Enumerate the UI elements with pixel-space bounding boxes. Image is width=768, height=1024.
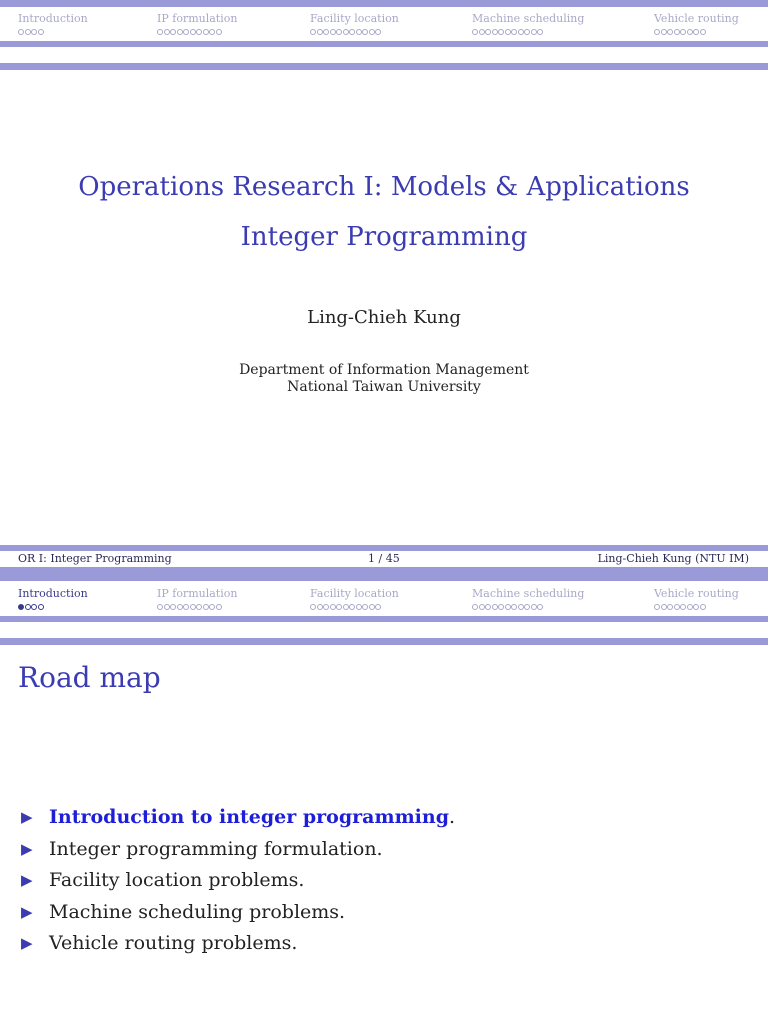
bullet-triangle-icon: ▶ bbox=[21, 934, 33, 952]
nav-dots[interactable] bbox=[472, 602, 584, 612]
nav-frame-dot-icon[interactable] bbox=[203, 604, 209, 610]
list-item bbox=[20, 802, 455, 834]
nav-frame-dot-icon[interactable] bbox=[369, 29, 375, 35]
nav-frame-dot-icon[interactable] bbox=[667, 604, 673, 610]
nav-bottom-bar bbox=[0, 616, 768, 622]
item-suffix: . bbox=[448, 806, 456, 828]
nav-section-introduction[interactable] bbox=[18, 12, 88, 37]
nav-section-ip-formulation[interactable] bbox=[157, 587, 237, 612]
roadmap-slide bbox=[0, 575, 768, 1024]
nav-frame-dot-icon[interactable] bbox=[356, 29, 362, 35]
nav-frame-dot-icon[interactable] bbox=[375, 29, 381, 35]
list-item bbox=[20, 865, 455, 897]
nav-frame-dot-icon[interactable] bbox=[38, 604, 44, 610]
nav-dots[interactable] bbox=[654, 602, 739, 612]
roadmap-list bbox=[20, 802, 455, 960]
footer-short-title: OR I: Integer Programming bbox=[18, 552, 172, 565]
nav-frame-dot-icon[interactable] bbox=[537, 604, 543, 610]
nav-frame-dot-icon[interactable] bbox=[524, 604, 530, 610]
list-item bbox=[20, 928, 455, 960]
item-text: Facility location problems. bbox=[49, 869, 305, 891]
nav-frame-dot-icon[interactable] bbox=[700, 604, 706, 610]
nav-frame-dot-icon[interactable] bbox=[518, 29, 524, 35]
nav-frame-dot-icon[interactable] bbox=[654, 29, 660, 35]
nav-frame-dot-icon[interactable] bbox=[183, 604, 189, 610]
nav-section-label[interactable]: IP formulation bbox=[157, 587, 238, 600]
bullet-triangle-icon: ▶ bbox=[21, 839, 33, 858]
nav-dots[interactable] bbox=[310, 602, 399, 612]
nav-frame-dot-icon[interactable] bbox=[31, 29, 37, 35]
nav-frame-dot-icon[interactable] bbox=[531, 604, 537, 610]
nav-frame-dot-icon[interactable] bbox=[216, 29, 222, 35]
presentation-title: Operations Research I: Models & Applications bbox=[78, 172, 690, 202]
nav-frame-dot-icon[interactable] bbox=[190, 604, 196, 610]
footer-author: Ling-Chieh Kung (NTU IM) bbox=[597, 552, 749, 565]
nav-frame-dot-icon[interactable] bbox=[317, 29, 323, 35]
footer-page-number: 1 / 45 bbox=[368, 552, 400, 565]
nav-frame-dot-icon[interactable] bbox=[216, 604, 222, 610]
nav-frame-dot-icon[interactable] bbox=[164, 604, 170, 610]
nav-frame-dot-icon[interactable] bbox=[330, 29, 336, 35]
list-item bbox=[20, 834, 455, 866]
nav-frame-dot-icon[interactable] bbox=[479, 604, 485, 610]
nav-frame-dot-icon[interactable] bbox=[485, 29, 491, 35]
nav-frame-dot-icon[interactable] bbox=[310, 29, 316, 35]
nav-frame-dot-icon[interactable] bbox=[667, 29, 673, 35]
nav-frame-dot-icon[interactable] bbox=[164, 29, 170, 35]
nav-frame-dot-icon[interactable] bbox=[190, 29, 196, 35]
nav-frame-dot-icon[interactable] bbox=[323, 604, 329, 610]
nav-frame-dot-icon[interactable] bbox=[317, 604, 323, 610]
nav-frame-dot-icon[interactable] bbox=[362, 29, 368, 35]
nav-section-vehicle-routing[interactable] bbox=[654, 12, 739, 37]
item-text: Machine scheduling problems. bbox=[49, 900, 346, 923]
nav-dots[interactable] bbox=[157, 27, 237, 37]
nav-frame-dot-icon[interactable] bbox=[505, 604, 511, 610]
nav-frame-dot-icon[interactable] bbox=[518, 604, 524, 610]
nav-frame-dot-icon[interactable] bbox=[505, 29, 511, 35]
nav-frame-dot-icon[interactable] bbox=[177, 604, 183, 610]
nav-frame-dot-icon[interactable] bbox=[343, 29, 349, 35]
nav-frame-dot-icon[interactable] bbox=[336, 604, 342, 610]
nav-frame-dot-icon[interactable] bbox=[157, 29, 163, 35]
nav-section-facility-location[interactable] bbox=[310, 12, 399, 37]
footer bbox=[0, 551, 768, 566]
nav-frame-dot-icon[interactable] bbox=[485, 604, 491, 610]
bullet-triangle-icon: ▶ bbox=[21, 808, 33, 826]
section-nav bbox=[0, 7, 768, 41]
nav-frame-dot-icon[interactable] bbox=[375, 604, 381, 610]
nav-frame-dot-icon[interactable] bbox=[680, 604, 686, 610]
item-text: Vehicle routing problems. bbox=[49, 932, 298, 954]
nav-frame-dot-icon[interactable] bbox=[492, 604, 498, 610]
nav-frame-dot-icon[interactable] bbox=[18, 604, 24, 610]
nav-frame-dot-icon[interactable] bbox=[343, 604, 349, 610]
nav-bottom-bar bbox=[0, 41, 768, 47]
nav-frame-dot-icon[interactable] bbox=[25, 29, 31, 35]
list-item bbox=[20, 897, 455, 929]
footer-bottom-bar bbox=[0, 567, 768, 575]
nav-frame-dot-icon[interactable] bbox=[472, 604, 478, 610]
nav-frame-dot-icon[interactable] bbox=[349, 29, 355, 35]
nav-dots[interactable] bbox=[654, 27, 739, 37]
nav-frame-dot-icon[interactable] bbox=[479, 29, 485, 35]
nav-frame-dot-icon[interactable] bbox=[693, 604, 699, 610]
nav-section-machine-scheduling[interactable] bbox=[472, 12, 584, 37]
nav-frame-dot-icon[interactable] bbox=[654, 604, 660, 610]
nav-frame-dot-icon[interactable] bbox=[310, 604, 316, 610]
top-bar bbox=[0, 0, 768, 7]
nav-section-vehicle-routing[interactable] bbox=[654, 587, 739, 612]
nav-frame-dot-icon[interactable] bbox=[498, 29, 504, 35]
nav-frame-dot-icon[interactable] bbox=[537, 29, 543, 35]
nav-dots[interactable] bbox=[310, 27, 399, 37]
nav-frame-dot-icon[interactable] bbox=[209, 29, 215, 35]
nav-frame-dot-icon[interactable] bbox=[356, 604, 362, 610]
section-nav bbox=[0, 582, 768, 616]
nav-frame-dot-icon[interactable] bbox=[31, 604, 37, 610]
nav-frame-dot-icon[interactable] bbox=[687, 29, 693, 35]
nav-frame-dot-icon[interactable] bbox=[680, 29, 686, 35]
nav-section-ip-formulation[interactable] bbox=[157, 12, 237, 37]
nav-dots[interactable] bbox=[472, 27, 584, 37]
nav-frame-dot-icon[interactable] bbox=[336, 29, 342, 35]
header-bar bbox=[0, 638, 768, 645]
item-text: Integer programming formulation. bbox=[49, 837, 383, 860]
nav-frame-dot-icon[interactable] bbox=[349, 604, 355, 610]
nav-section-label[interactable]: Facility location bbox=[310, 587, 399, 600]
nav-section-label[interactable]: Introduction bbox=[18, 587, 88, 600]
nav-section-label[interactable]: Introduction bbox=[18, 12, 88, 25]
bullet-triangle-icon: ▶ bbox=[21, 902, 33, 921]
frame-title: Road map bbox=[18, 661, 161, 694]
item-text-highlighted: Introduction to integer programming bbox=[49, 806, 449, 828]
nav-section-label[interactable]: Machine scheduling bbox=[472, 12, 585, 25]
nav-frame-dot-icon[interactable] bbox=[687, 604, 693, 610]
top-bar bbox=[0, 575, 768, 581]
nav-section-label[interactable]: Vehicle routing bbox=[654, 587, 739, 600]
nav-dots[interactable] bbox=[18, 602, 88, 612]
nav-frame-dot-icon[interactable] bbox=[330, 604, 336, 610]
nav-frame-dot-icon[interactable] bbox=[661, 29, 667, 35]
nav-frame-dot-icon[interactable] bbox=[674, 604, 680, 610]
nav-section-label[interactable]: IP formulation bbox=[157, 12, 238, 25]
nav-frame-dot-icon[interactable] bbox=[693, 29, 699, 35]
institute-department: Department of Information Management bbox=[239, 362, 529, 378]
nav-frame-dot-icon[interactable] bbox=[196, 604, 202, 610]
nav-frame-dot-icon[interactable] bbox=[323, 29, 329, 35]
nav-section-label[interactable]: Vehicle routing bbox=[654, 12, 739, 25]
nav-frame-dot-icon[interactable] bbox=[498, 604, 504, 610]
nav-frame-dot-icon[interactable] bbox=[170, 604, 176, 610]
nav-section-introduction[interactable] bbox=[18, 587, 88, 612]
nav-section-label[interactable]: Facility location bbox=[310, 12, 399, 25]
nav-frame-dot-icon[interactable] bbox=[157, 604, 163, 610]
nav-frame-dot-icon[interactable] bbox=[700, 29, 706, 35]
nav-frame-dot-icon[interactable] bbox=[38, 29, 44, 35]
nav-frame-dot-icon[interactable] bbox=[472, 29, 478, 35]
nav-frame-dot-icon[interactable] bbox=[196, 29, 202, 35]
nav-frame-dot-icon[interactable] bbox=[511, 29, 517, 35]
nav-dots[interactable] bbox=[18, 27, 88, 37]
bullet-triangle-icon: ▶ bbox=[21, 871, 33, 889]
nav-dots[interactable] bbox=[157, 602, 237, 612]
nav-frame-dot-icon[interactable] bbox=[170, 29, 176, 35]
author-name: Ling-Chieh Kung bbox=[307, 307, 461, 328]
institute-university: National Taiwan University bbox=[287, 379, 481, 395]
nav-frame-dot-icon[interactable] bbox=[531, 29, 537, 35]
nav-section-machine-scheduling[interactable] bbox=[472, 587, 584, 612]
nav-frame-dot-icon[interactable] bbox=[25, 604, 31, 610]
nav-frame-dot-icon[interactable] bbox=[209, 604, 215, 610]
nav-frame-dot-icon[interactable] bbox=[369, 604, 375, 610]
nav-frame-dot-icon[interactable] bbox=[177, 29, 183, 35]
header-bar bbox=[0, 63, 768, 70]
nav-frame-dot-icon[interactable] bbox=[661, 604, 667, 610]
nav-frame-dot-icon[interactable] bbox=[362, 604, 368, 610]
nav-frame-dot-icon[interactable] bbox=[18, 29, 24, 35]
nav-frame-dot-icon[interactable] bbox=[492, 29, 498, 35]
nav-frame-dot-icon[interactable] bbox=[183, 29, 189, 35]
nav-frame-dot-icon[interactable] bbox=[674, 29, 680, 35]
nav-section-facility-location[interactable] bbox=[310, 587, 399, 612]
presentation-subtitle: Integer Programming bbox=[240, 222, 528, 252]
nav-frame-dot-icon[interactable] bbox=[524, 29, 530, 35]
nav-frame-dot-icon[interactable] bbox=[511, 604, 517, 610]
nav-frame-dot-icon[interactable] bbox=[203, 29, 209, 35]
nav-section-label[interactable]: Machine scheduling bbox=[472, 587, 585, 600]
